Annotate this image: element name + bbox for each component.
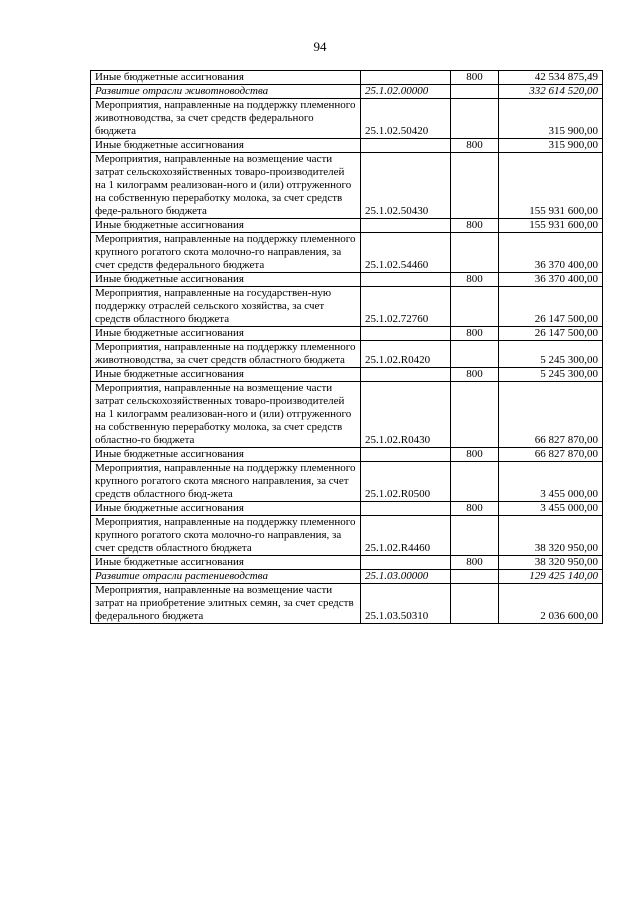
row-expense-type-cell	[451, 584, 499, 624]
row-code-cell: 25.1.02.50420	[361, 99, 451, 139]
row-code-cell: 25.1.02.R0420	[361, 341, 451, 368]
budget-table-body	[91, 71, 603, 624]
row-expense-type-cell	[451, 382, 499, 448]
row-code-cell	[361, 368, 451, 382]
row-expense-type-cell	[451, 99, 499, 139]
row-expense-type-cell: 800	[451, 273, 499, 287]
row-expense-type-cell	[451, 570, 499, 584]
row-expense-type-cell	[451, 233, 499, 273]
table-row-allocation	[91, 502, 603, 516]
row-code-cell	[361, 273, 451, 287]
page-number: 94	[313, 39, 327, 54]
row-amount-cell: 332 614 520,00	[499, 85, 603, 99]
row-name-cell: Иные бюджетные ассигнования	[91, 327, 361, 341]
table-row-item	[91, 99, 603, 139]
row-name-cell: Мероприятия, направленные на поддержку племенного крупного рогатого скота молочно-го направления, за счет средств областного бюджета	[91, 516, 361, 556]
row-expense-type-cell: 800	[451, 556, 499, 570]
row-name-cell: Иные бюджетные ассигнования	[91, 448, 361, 462]
row-amount-cell: 38 320 950,00	[499, 516, 603, 556]
row-expense-type-cell	[451, 516, 499, 556]
row-amount-cell: 315 900,00	[499, 99, 603, 139]
row-amount-cell: 5 245 300,00	[499, 368, 603, 382]
row-expense-type-cell	[451, 153, 499, 219]
table-row-item	[91, 287, 603, 327]
row-name-cell: Иные бюджетные ассигнования	[91, 502, 361, 516]
table-row-allocation	[91, 219, 603, 233]
row-amount-cell: 36 370 400,00	[499, 273, 603, 287]
row-code-cell: 25.1.02.00000	[361, 85, 451, 99]
table-row-allocation	[91, 139, 603, 153]
row-expense-type-cell: 800	[451, 327, 499, 341]
row-amount-cell: 66 827 870,00	[499, 448, 603, 462]
row-code-cell	[361, 71, 451, 85]
table-row-section	[91, 570, 603, 584]
row-code-cell: 25.1.02.R4460	[361, 516, 451, 556]
row-code-cell: 25.1.03.00000	[361, 570, 451, 584]
row-name-cell: Развитие отрасли растениеводства	[91, 570, 361, 584]
row-code-cell: 25.1.02.54460	[361, 233, 451, 273]
row-expense-type-cell: 800	[451, 139, 499, 153]
row-code-cell: 25.1.03.50310	[361, 584, 451, 624]
row-expense-type-cell: 800	[451, 502, 499, 516]
table-row-allocation	[91, 327, 603, 341]
table-row-item	[91, 382, 603, 448]
table-row-section	[91, 85, 603, 99]
row-name-cell: Иные бюджетные ассигнования	[91, 368, 361, 382]
row-amount-cell: 26 147 500,00	[499, 287, 603, 327]
row-expense-type-cell: 800	[451, 448, 499, 462]
table-row-item	[91, 462, 603, 502]
row-name-cell: Иные бюджетные ассигнования	[91, 71, 361, 85]
table-row-allocation	[91, 368, 603, 382]
row-name-cell: Развитие отрасли животноводства	[91, 85, 361, 99]
row-code-cell: 25.1.02.R0430	[361, 382, 451, 448]
row-name-cell: Мероприятия, направленные на поддержку племенного крупного рогатого скота мясного направления, за счет средств областного бюд-жета	[91, 462, 361, 502]
table-row-allocation	[91, 556, 603, 570]
row-name-cell: Мероприятия, направленные на возмещение части затрат сельскохозяйственных товаро-производителей на 1 килограмм реализован-ного и (или) отгруженного на собственную переработку молока, за счет средств областно-го бюджета	[91, 382, 361, 448]
row-amount-cell: 2 036 600,00	[499, 584, 603, 624]
row-amount-cell: 66 827 870,00	[499, 382, 603, 448]
table-row-item	[91, 516, 603, 556]
table-row-item	[91, 584, 603, 624]
row-code-cell: 25.1.02.R0500	[361, 462, 451, 502]
budget-table	[90, 70, 603, 624]
row-amount-cell: 3 455 000,00	[499, 502, 603, 516]
table-row-allocation	[91, 448, 603, 462]
row-name-cell: Мероприятия, направленные на государствен-ную поддержку отраслей сельского хозяйства, за счет средств областного бюджета	[91, 287, 361, 327]
row-amount-cell: 129 425 140,00	[499, 570, 603, 584]
row-amount-cell: 315 900,00	[499, 139, 603, 153]
row-code-cell: 25.1.02.72760	[361, 287, 451, 327]
row-code-cell: 25.1.02.50430	[361, 153, 451, 219]
table-row-item	[91, 233, 603, 273]
row-name-cell: Мероприятия, направленные на возмещение части затрат на приобретение элитных семян, за счет средств федерального бюджета	[91, 584, 361, 624]
row-code-cell	[361, 556, 451, 570]
row-amount-cell: 5 245 300,00	[499, 341, 603, 368]
table-row-allocation	[91, 71, 603, 85]
row-expense-type-cell	[451, 85, 499, 99]
row-name-cell: Иные бюджетные ассигнования	[91, 273, 361, 287]
row-amount-cell: 155 931 600,00	[499, 219, 603, 233]
row-amount-cell: 3 455 000,00	[499, 462, 603, 502]
row-code-cell	[361, 219, 451, 233]
row-name-cell: Мероприятия, направленные на поддержку племенного крупного рогатого скота молочно-го направления, за счет средств федерального бюджета	[91, 233, 361, 273]
row-expense-type-cell	[451, 462, 499, 502]
table-row-allocation	[91, 273, 603, 287]
row-amount-cell: 38 320 950,00	[499, 556, 603, 570]
table-row-item	[91, 153, 603, 219]
row-name-cell: Мероприятия, направленные на возмещение части затрат сельскохозяйственных товаро-производителей на 1 килограмм реализован-ного и (или) отгруженного на собственную переработку молока, за счет средств феде-рального бюджета	[91, 153, 361, 219]
row-name-cell: Иные бюджетные ассигнования	[91, 219, 361, 233]
row-amount-cell: 26 147 500,00	[499, 327, 603, 341]
row-code-cell	[361, 448, 451, 462]
row-code-cell	[361, 327, 451, 341]
row-amount-cell: 42 534 875,49	[499, 71, 603, 85]
row-name-cell: Иные бюджетные ассигнования	[91, 556, 361, 570]
row-name-cell: Мероприятия, направленные на поддержку племенного животноводства, за счет средств федерального бюджета	[91, 99, 361, 139]
row-expense-type-cell: 800	[451, 219, 499, 233]
row-amount-cell: 155 931 600,00	[499, 153, 603, 219]
table-row-item	[91, 341, 603, 368]
row-expense-type-cell: 800	[451, 71, 499, 85]
row-expense-type-cell: 800	[451, 368, 499, 382]
row-name-cell: Мероприятия, направленные на поддержку племенного животноводства, за счет средств областного бюджета	[91, 341, 361, 368]
row-expense-type-cell	[451, 287, 499, 327]
row-code-cell	[361, 502, 451, 516]
row-amount-cell: 36 370 400,00	[499, 233, 603, 273]
row-code-cell	[361, 139, 451, 153]
row-name-cell: Иные бюджетные ассигнования	[91, 139, 361, 153]
row-expense-type-cell	[451, 341, 499, 368]
